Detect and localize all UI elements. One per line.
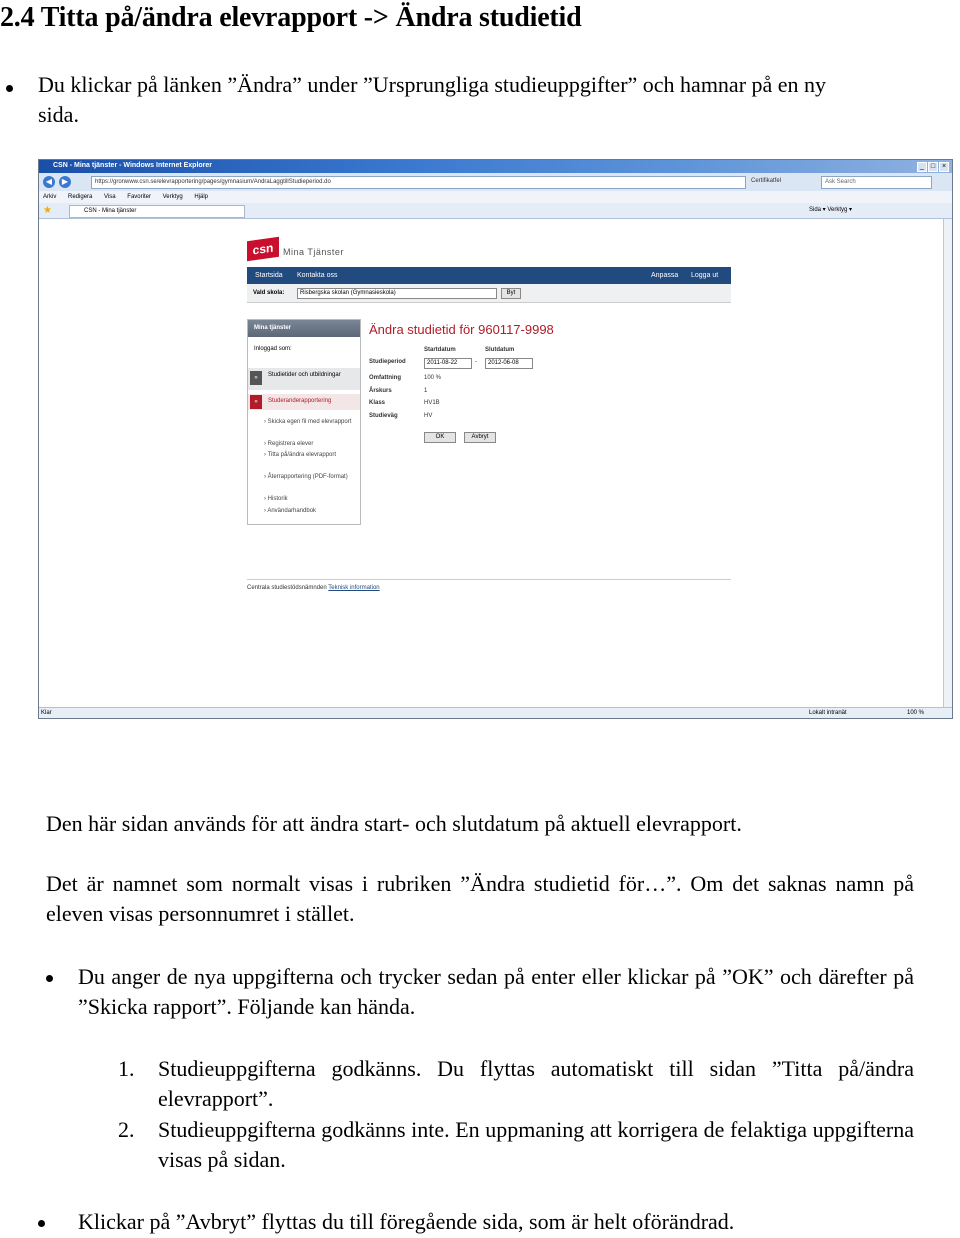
zoom-level[interactable]: 100 %: [907, 710, 925, 716]
school-label: Vald skola:: [253, 290, 285, 296]
list-item: Studieuppgifterna godkänns inte. En uppmaning att korrigera de felaktiga uppgifterna visas på sidan.: [158, 1117, 914, 1172]
sidebar-link[interactable]: › Återrapportering (PDF-format): [264, 474, 348, 480]
status-text: Klar: [41, 710, 52, 716]
date-separator: -: [475, 359, 477, 365]
arskurs-value: 1: [424, 388, 428, 394]
browser-screenshot: [38, 159, 953, 719]
address-bar-row: [39, 173, 952, 192]
klass-value: HV1B: [424, 400, 440, 406]
page-heading: 2.4 Titta på/ändra elevrapport -> Ändra studietid: [0, 2, 582, 33]
nav-logga-ut[interactable]: Logga ut: [691, 272, 719, 279]
vertical-scrollbar[interactable]: [943, 219, 953, 707]
sidebar-link[interactable]: › Skicka egen fil med elevrapport: [264, 419, 352, 425]
bullet2-text: Du anger de nya uppgifterna och trycker sedan på enter eller klickar på ”OK” och därefter på ”Skicka rapport”. Följande kan hända.: [78, 964, 914, 1019]
footer-text: Centrala studiestödsnämnden: [247, 585, 327, 591]
bullet-icon: [6, 85, 13, 92]
end-date-input[interactable]: 2012-06-08: [485, 358, 533, 369]
sidebar-item-studeranderapportering[interactable]: [248, 394, 360, 410]
service-name: Mina Tjänster: [283, 247, 344, 257]
list-item: Studieuppgifterna godkänns. Du flyttas automatiskt till sidan ”Titta på/ändra elevrapport”.: [158, 1056, 914, 1111]
cancel-button[interactable]: Avbryt: [464, 432, 496, 443]
ok-button[interactable]: OK: [424, 432, 456, 443]
intro-bullet-text: Du klickar på länken ”Ändra” under ”Ursprungliga studieuppgifter” och hamnar på en ny sida.: [38, 72, 827, 127]
school-selector: [247, 284, 731, 303]
csn-footer: [247, 579, 731, 591]
start-date-input[interactable]: 2011-08-22: [424, 358, 472, 369]
col-end-header: Slutdatum: [485, 347, 515, 353]
studievag-value: HV: [424, 413, 433, 419]
bullet-icon: [38, 1220, 45, 1227]
main-title: Ändra studietid för 960117-9998: [369, 322, 554, 337]
favorites-star-icon[interactable]: ★: [43, 205, 52, 216]
menu-item[interactable]: Redigera: [68, 194, 93, 200]
minimize-icon[interactable]: _: [917, 162, 927, 172]
browser-tab[interactable]: CSN - Mina tjänster: [69, 205, 245, 218]
menu-item[interactable]: Favoriter: [127, 194, 151, 200]
studievag-label: Studieväg: [369, 413, 398, 419]
list-number: 1.: [118, 1056, 135, 1081]
omfattning-label: Omfattning: [369, 375, 401, 381]
tab-bar: [39, 203, 952, 219]
url-field[interactable]: https://gronwww.csn.se/elevrapportering/pages/gymnasium/AndraLaggtillStudieperiod.do: [91, 176, 746, 189]
omfattning-value: 100 %: [424, 375, 442, 381]
maximize-icon[interactable]: □: [928, 162, 938, 172]
bullet-icon: [46, 975, 53, 982]
menu-item[interactable]: Arkiv: [43, 194, 57, 200]
bullet3-text: Klickar på ”Avbryt” flyttas du till föregående sida, som är helt oförändrad.: [78, 1209, 735, 1234]
sidebar-item-label: Studietider och utbildningar: [268, 372, 341, 378]
page-content: [39, 219, 943, 707]
menu-bar: [39, 191, 952, 203]
sidebar: [247, 319, 361, 525]
csn-logo-mark: csn: [247, 237, 279, 261]
window-titlebar: [39, 160, 952, 173]
certificate-error[interactable]: Certifikatfel: [751, 178, 782, 184]
status-bar: [39, 707, 952, 719]
nav-startsida[interactable]: Startsida: [255, 272, 283, 279]
sidebar-link[interactable]: › Registrera elever: [264, 441, 314, 447]
zone-text: Lokalt intranät: [809, 710, 847, 716]
sidebar-item-studietider[interactable]: [248, 368, 360, 390]
logged-in-label: Inloggad som:: [254, 346, 292, 352]
sidebar-link[interactable]: › Användarhandbok: [264, 508, 317, 514]
sidebar-link[interactable]: › Historik: [264, 496, 288, 502]
paragraph-2: Det är namnet som normalt visas i rubriken ”Ändra studietid för…”. Om det saknas namn på eleven visas personnumret i stället.: [46, 871, 914, 926]
studieperiod-label: Studieperiod: [369, 359, 406, 365]
window-title: CSN - Mina tjänster - Windows Internet Explorer: [53, 162, 213, 169]
close-icon[interactable]: ×: [939, 162, 949, 172]
footer-link[interactable]: Teknisk information: [328, 585, 380, 591]
back-icon[interactable]: ◀: [43, 176, 55, 188]
sidebar-item-label: Studeranderapportering: [268, 398, 332, 404]
school-select[interactable]: Risbergska skolan (Gymnasieskola): [297, 288, 497, 299]
menu-item[interactable]: Verktyg: [162, 194, 183, 200]
paragraph-1: Den här sidan används för att ändra start- och slutdatum på aktuell elevrapport.: [46, 811, 742, 836]
klass-label: Klass: [369, 400, 386, 406]
menu-item[interactable]: Visa: [104, 194, 116, 200]
arskurs-label: Årskurs: [369, 388, 392, 394]
col-start-header: Startdatum: [424, 347, 456, 353]
nav-kontakta[interactable]: Kontakta oss: [297, 272, 338, 279]
search-input[interactable]: Ask Search: [821, 176, 932, 189]
byt-button[interactable]: Byt: [501, 288, 521, 299]
menu-item[interactable]: Hjälp: [194, 194, 209, 200]
top-nav: [247, 267, 731, 284]
chevron-down-icon: »: [250, 395, 262, 409]
sidebar-link[interactable]: › Titta på/ändra elevrapport: [264, 452, 337, 458]
sidebar-title: Mina tjänster: [248, 320, 360, 337]
chevron-right-icon: »: [250, 371, 262, 385]
list-number: 2.: [118, 1117, 135, 1142]
nav-anpassa[interactable]: Anpassa: [651, 272, 679, 279]
toolbar-right[interactable]: Sida ▾ Verktyg ▾: [809, 207, 853, 213]
forward-icon[interactable]: ▶: [59, 176, 71, 188]
